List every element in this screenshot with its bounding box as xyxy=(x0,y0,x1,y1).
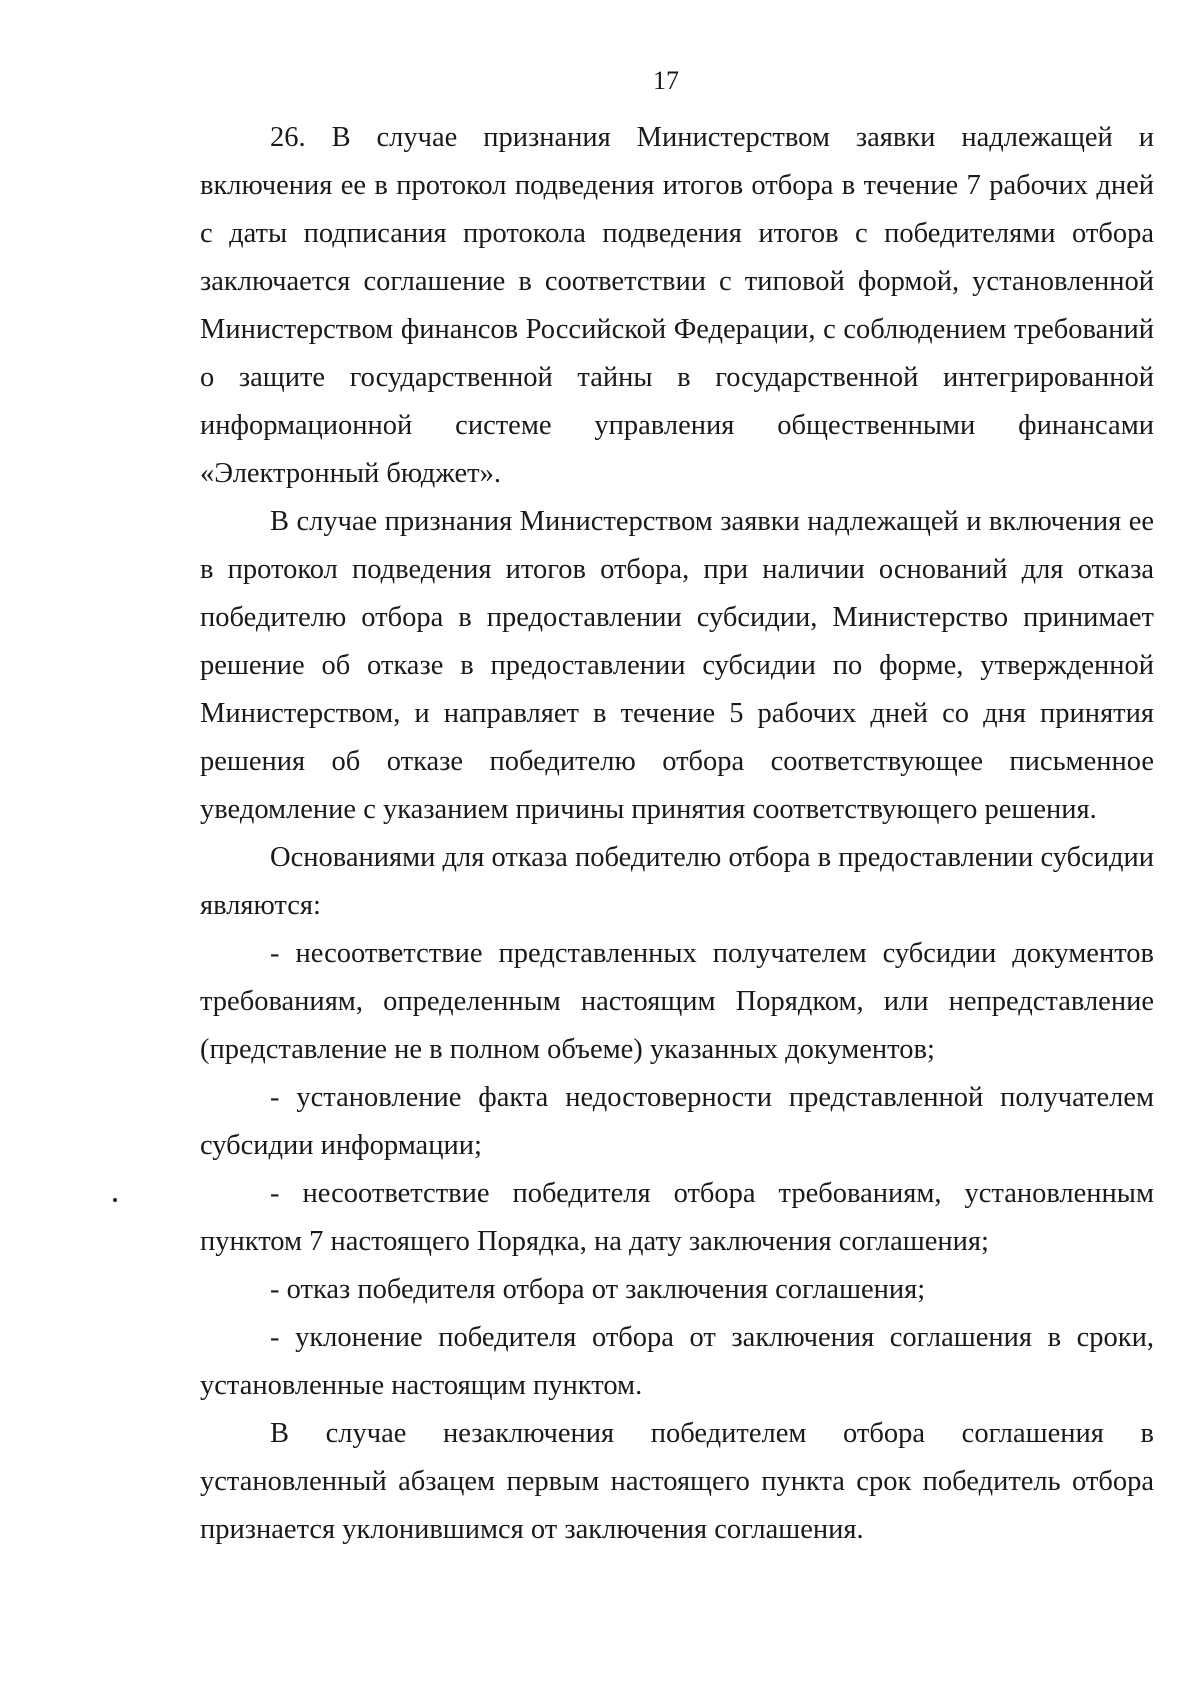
paragraph-26: 26. В случае признания Министерством заявки надлежащей и включения ее в протокол подведения итогов отбора в течение 7 рабочих дней с даты подписания протокола подведения итогов с победителями отбора заключается соглашение в соответствии с типовой формой, установленной Министерством финансов Российской Федерации, с соблюдением требований о защите государственной тайны в государственной интегрированной информационной системе управления общественными финансами «Электронный бюджет». xyxy=(200,122,1154,489)
list-item-evasion: - уклонение победителя отбора от заключения соглашения в сроки, установленные настоящим пунктом. xyxy=(200,1322,1154,1401)
list-item-refusal-to-sign: - отказ победителя отбора от заключения соглашения; xyxy=(270,1274,926,1305)
paragraph-refusal-decision: В случае признания Министерством заявки надлежащей и включения ее в протокол подведения итогов отбора, при наличии оснований для отказа победителю отбора в предоставлении субсидии, Министерство принимает решение об отказе в предоставлении субсидии по форме, утвержденной Министерством, и направляет в течение 5 рабочих дней со дня принятия решения об отказе победителю отбора соответствующее письменное уведомление с указанием причины принятия соответствующего решения. xyxy=(200,506,1154,825)
paragraph-non-conclusion: В случае незаключения победителем отбора соглашения в установленный абзацем первым настоящего пункта срок победитель отбора признается уклонившимся от заключения соглашения. xyxy=(200,1418,1154,1545)
page-number: 17 xyxy=(653,66,679,95)
list-item-false-information: - установление факта недостоверности представленной получателем субсидии информации; xyxy=(200,1082,1154,1161)
paragraph-refusal-grounds: Основаниями для отказа победителю отбора в предоставлении субсидии являются: xyxy=(200,842,1154,921)
list-item-requirements-mismatch: - несоответствие победителя отбора требованиям, установленным пунктом 7 настоящего Порядка, на дату заключения соглашения; xyxy=(200,1178,1154,1257)
document-body xyxy=(200,114,1154,1554)
list-item-document-mismatch: - несоответствие представленных получателем субсидии документов требованиям, определенным настоящим Порядком, или непредставление (представление не в полном объеме) указанных документов; xyxy=(200,938,1154,1065)
scan-artifact-dot xyxy=(113,1198,117,1202)
